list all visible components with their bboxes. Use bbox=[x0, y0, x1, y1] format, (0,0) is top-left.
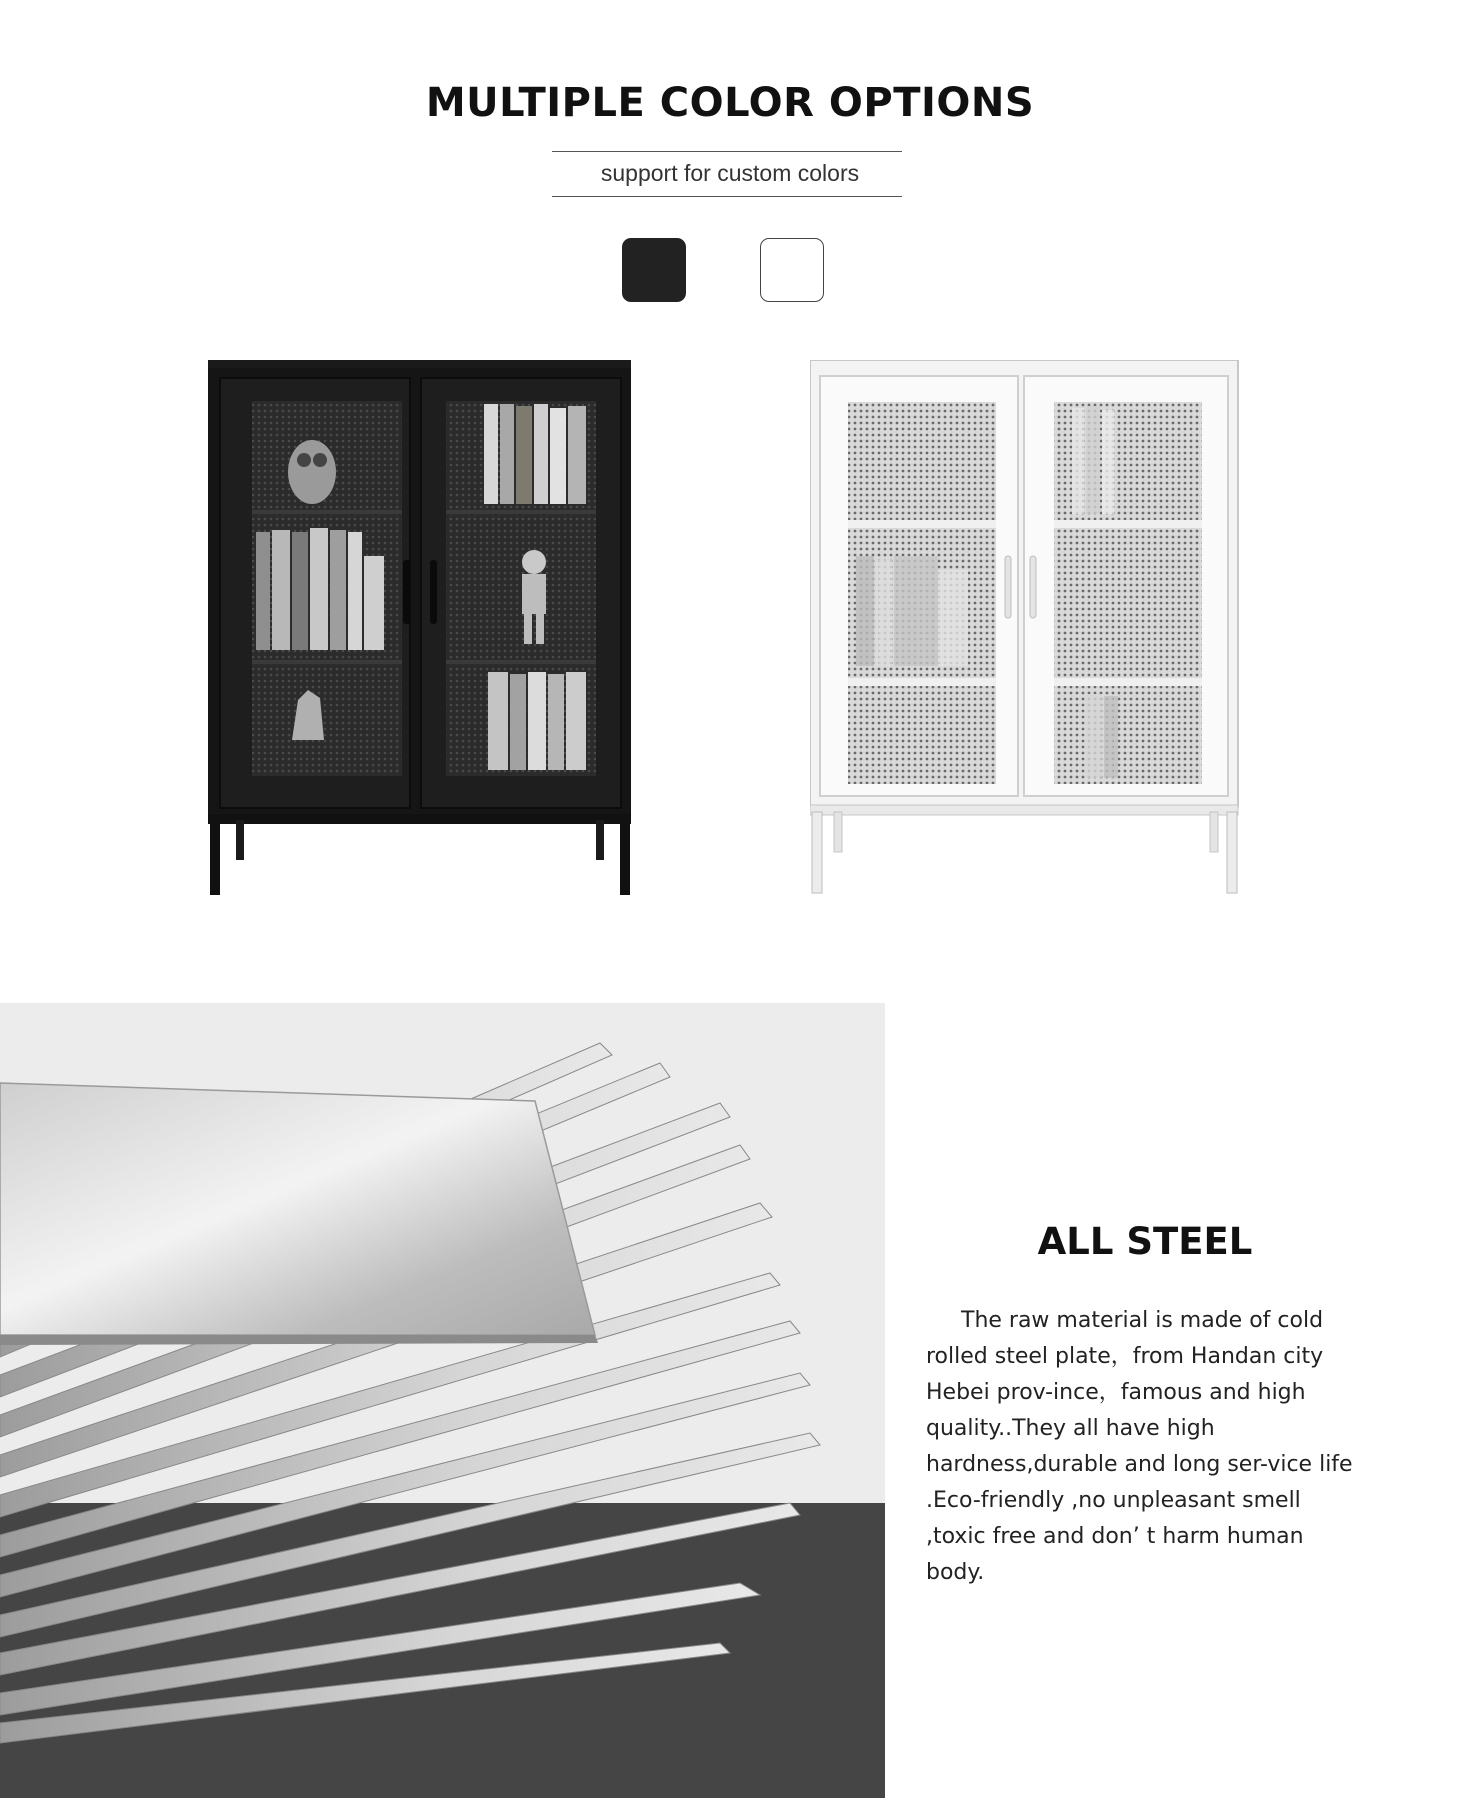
subtitle-bottom-rule bbox=[552, 196, 902, 197]
black-cabinet-image bbox=[208, 360, 634, 895]
section-subtitle: support for custom colors bbox=[600, 160, 860, 186]
feature-description: The raw material is made of cold rolled steel plate，from Handan city Hebei prov-ince，famous and high quality..They all have high hardness,durable and long ser-vice life .Eco-friendly ,no unpleasant smell ,toxic free and don’ t harm human body. bbox=[926, 1308, 1353, 1585]
white-color-swatch[interactable] bbox=[760, 238, 824, 302]
subtitle-top-rule bbox=[552, 151, 902, 152]
black-color-swatch[interactable] bbox=[622, 238, 686, 302]
white-cabinet-image bbox=[810, 360, 1242, 895]
section-title: MULTIPLE COLOR OPTIONS bbox=[425, 80, 1035, 126]
steel-plates-image bbox=[0, 1003, 885, 1798]
feature-title: ALL STEEL bbox=[1037, 1220, 1253, 1263]
